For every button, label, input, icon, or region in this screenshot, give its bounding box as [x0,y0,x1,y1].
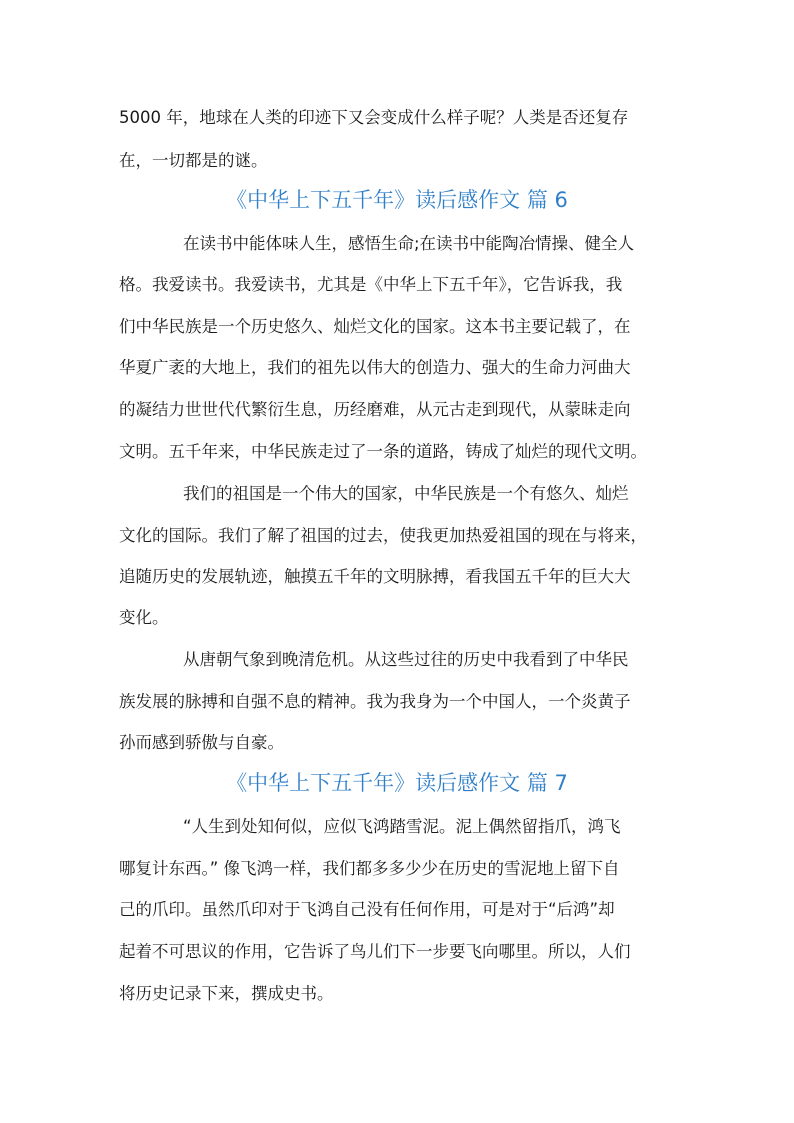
s6-p2-line-4: 变化。 [119,608,169,627]
s6-p1-line-5: 的凝结力世世代代繁衍生息，历经磨难，从元古走到现代，从蒙昧走向 [119,400,631,419]
intro-line-2: 在，一切都是的谜。 [119,151,268,170]
s6-p2-line-2: 文化的国际。我们了解了祖国的过去，使我更加热爱祖国的现在与将来， [119,526,647,545]
section-6-heading: 《中华上下五千年》读后感作文 篇 6 [226,188,568,212]
s6-p1-line-4: 华夏广袤的大地上，我们的祖先以伟大的创造力、强大的生命力河曲大 [119,358,631,377]
s7-p1-line-4: 起着不可思议的作用，它告诉了鸟儿们下一步要飞向哪里。所以，人们 [119,942,631,961]
intro-line-1: 5000 年，地球在人类的印迹下又会变成什么样子呢？人类是否还复存 [119,108,629,127]
s6-p3-line-3: 孙而感到骄傲与自豪。 [119,733,284,752]
s6-p1-line-3: 们中华民族是一个历史悠久、灿烂文化的国家。这本书主要记载了，在 [119,317,631,336]
s6-p1-line-6: 文明。五千年来，中华民族走过了一条的道路，铸成了灿烂的现代文明。 [119,442,647,461]
s6-p1-line-2: 格。我爱读书。我爱读书，尤其是《中华上下五千年》，它告诉我，我 [119,275,623,294]
s7-p1-line-5: 将历史记录下来，撰成史书。 [119,984,334,1003]
s7-p1-line-3: 己的爪印。虽然爪印对于飞鸿自己没有任何作用，可是对于“后鸿”却 [119,900,615,919]
section-7-heading: 《中华上下五千年》读后感作文 篇 7 [226,771,568,795]
s6-p2-line-3: 追随历史的发展轨迹，触摸五千年的文明脉搏，看我国五千年的巨大大 [119,567,631,586]
s6-p2-line-1: 我们的祖国是一个伟大的国家，中华民族是一个有悠久、灿烂 [183,484,629,503]
s6-p3-line-2: 族发展的脉搏和自强不息的精神。我为我身为一个中国人，一个炎黄子 [119,692,631,711]
s6-p3-line-1: 从唐朝气象到晚清危机。从这些过往的历史中我看到了中华民 [183,650,629,669]
s7-p1-line-1: “人生到处知何似，应似飞鸿踏雪泥。泥上偶然留指爪，鸿飞 [183,817,621,836]
s6-p1-line-1: 在读书中能体味人生，感悟生命;在读书中能陶冶情操、健全人 [183,234,635,253]
s7-p1-line-2: 哪复计东西。” 像飞鸿一样，我们都多多少少在历史的雪泥地上留下自 [119,859,620,878]
